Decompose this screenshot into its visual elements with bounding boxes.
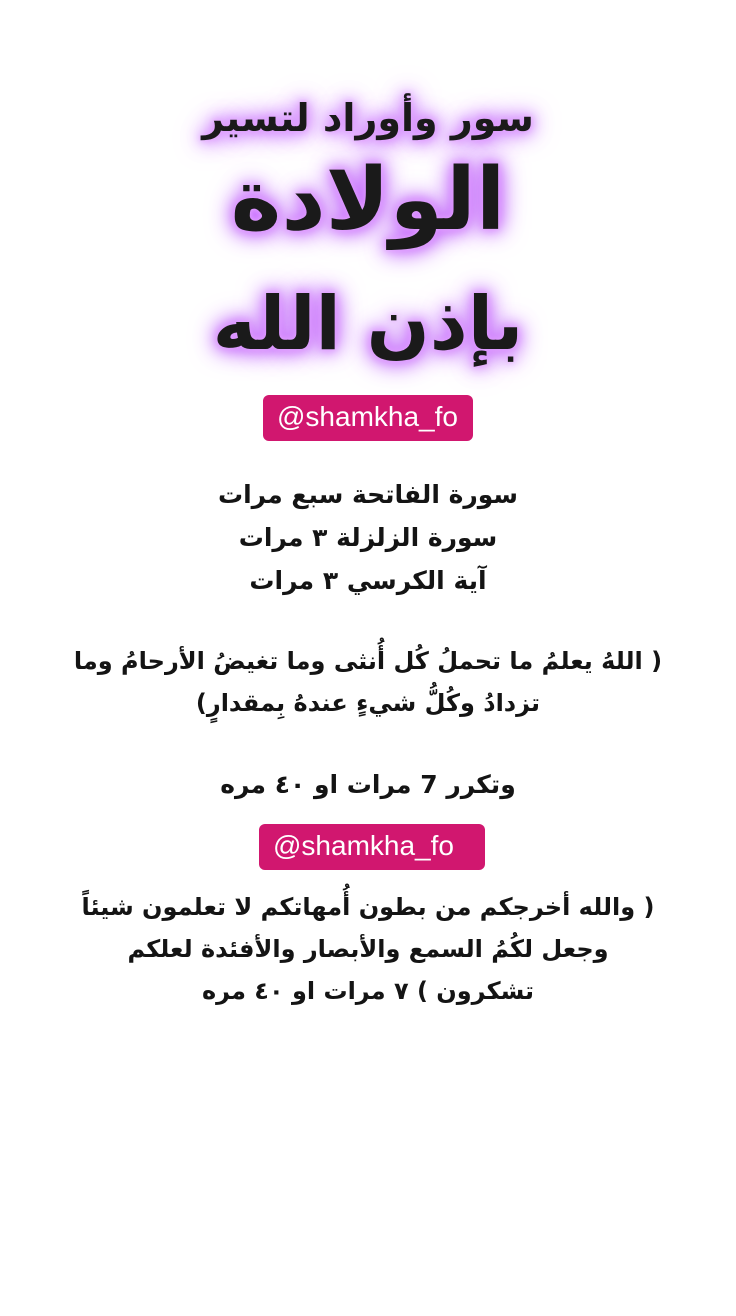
verse2-line1: ( والله أخرجكم من بطون أُمهاتكم لا تعلمون شيئاً [81, 893, 655, 921]
repeat-instruction: وتكرر 7 مرات او ٤٠ مره [220, 770, 516, 799]
verse1-line1: ( اللهُ يعلمُ ما تحملُ كُل أُنثى وما تغيضُ الأرحامُ وما [73, 647, 663, 675]
title-line-1: سور وأوراد لتسير [202, 96, 534, 140]
verse2-line2: وجعل لكُمُ السمع والأبصار والأفئدة لعلكم [127, 935, 609, 963]
surah-fatiha-line: سورة الفاتحة سبع مرات [217, 480, 518, 509]
verse2-line3: تشكرون ) ٧ مرات او ٤٠ مره [201, 977, 534, 1005]
surah-zalzala-line: سورة الزلزلة ٣ مرات [238, 523, 498, 552]
username-tag-top[interactable]: @shamkha_fo [263, 395, 473, 441]
title-line-3: بإذن الله [212, 281, 524, 367]
title-line-2: الولادة [230, 150, 506, 250]
username-tag-middle[interactable]: @shamkha_fo [259, 824, 485, 870]
ayat-kursi-line: آية الكرسي ٣ مرات [249, 566, 487, 595]
verse1-line2: تزدادُ وكُلُّ شيءٍ عندهُ بِمقدارٍ) [195, 689, 541, 717]
